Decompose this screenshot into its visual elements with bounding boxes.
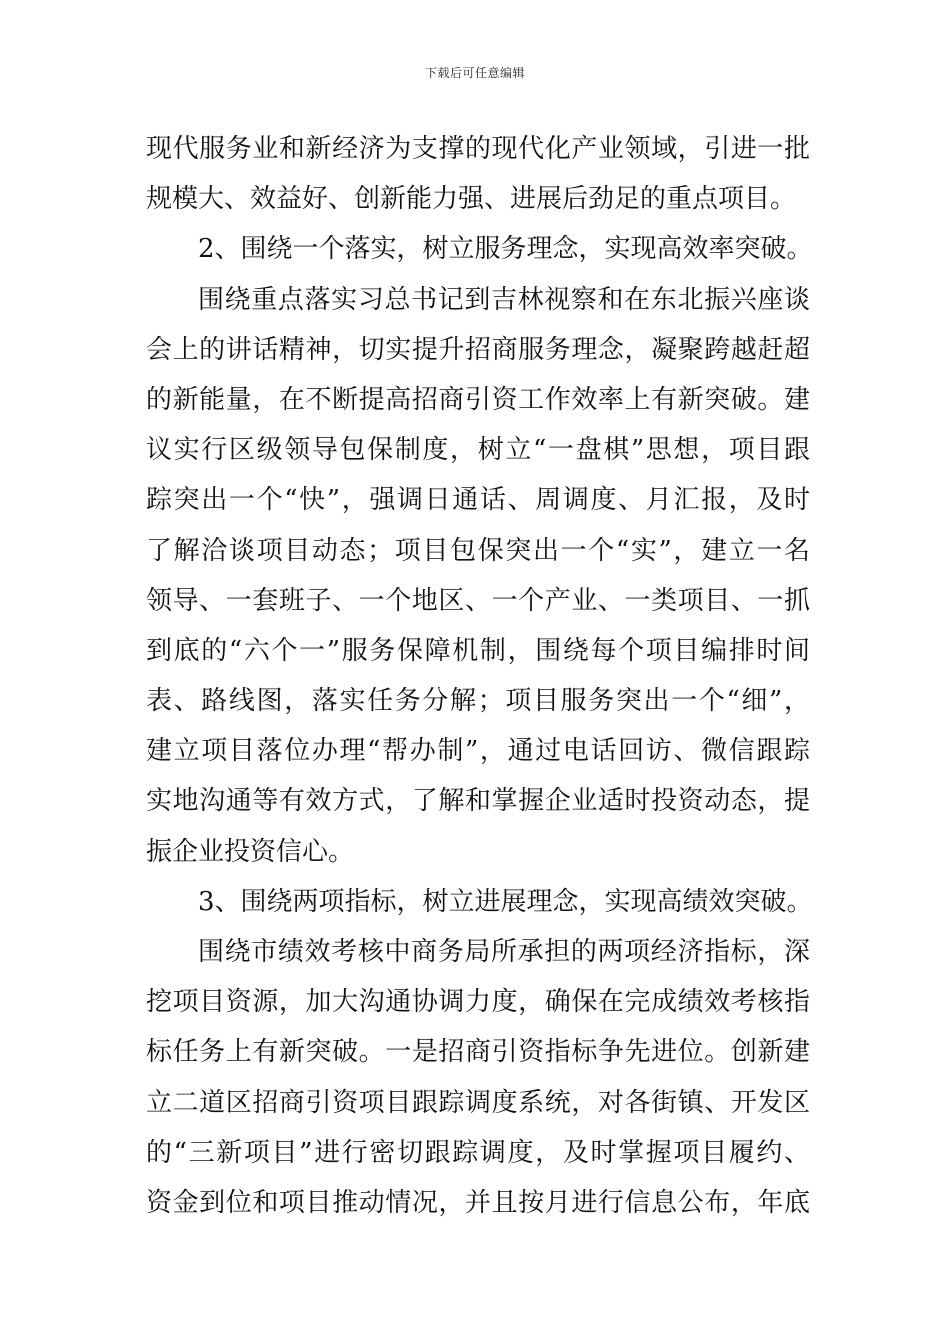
text-line: 建立项目落位办理“帮办制”，通过电话回访、微信跟踪 [146, 736, 810, 767]
text-line: 资金到位和项目推动情况，并且按月进行信息公布，年底 [146, 1187, 810, 1218]
text-line: 振企业投资信心。 [146, 836, 355, 867]
text-line: 议实行区级领导包保制度，树立“一盘棋”思想，项目跟 [146, 435, 810, 466]
text-line: 规模大、效益好、创新能力强、进展后劲足的重点项目。 [146, 184, 797, 215]
text-line: 围绕市绩效考核中商务局所承担的两项经济指标，深 [198, 937, 810, 967]
text-line: 3、围绕两项指标，树立进展理念，实现高绩效突破。 [198, 886, 813, 917]
text-line: 2、围绕一个落实，树立服务理念，实现高效率突破。 [198, 234, 813, 265]
document-body [146, 124, 813, 1228]
page-header: 下载后可任意编辑 [424, 66, 525, 80]
text-line: 标任务上有新突破。一是招商引资指标争先进位。创新建 [146, 1037, 810, 1068]
text-line: 围绕重点落实习总书记到吉林视察和在东北振兴座谈 [198, 284, 810, 315]
text-line: 立二道区招商引资项目跟踪调度系统，对各街镇、开发区 [146, 1087, 810, 1118]
text-line: 表、路线图，落实任务分解；项目服务突出一个“细”， [146, 686, 810, 717]
text-line: 现代服务业和新经济为支撑的现代化产业领域，引进一批 [146, 134, 810, 164]
text-line: 到底的“六个一”服务保障机制，围绕每个项目编排时间 [146, 635, 810, 666]
text-line: 的“三新项目”进行密切跟踪调度，及时掌握项目履约、 [146, 1137, 810, 1168]
text-line: 的新能量，在不断提高招商引资工作效率上有新突破。建 [146, 384, 810, 415]
text-line: 踪突出一个“快”，强调日通话、周调度、月汇报，及时 [146, 485, 810, 516]
text-line: 挖项目资源，加大沟通协调力度，确保在完成绩效考核指 [146, 987, 810, 1018]
text-line: 了解洽谈项目动态；项目包保突出一个“实”，建立一名 [146, 535, 810, 566]
text-line: 实地沟通等有效方式，了解和掌握企业适时投资动态，提 [146, 786, 810, 817]
text-line: 领导、一套班子、一个地区、一个产业、一类项目、一抓 [146, 585, 810, 616]
text-line: 会上的讲话精神，切实提升招商服务理念，凝聚跨越赶超 [146, 334, 810, 365]
